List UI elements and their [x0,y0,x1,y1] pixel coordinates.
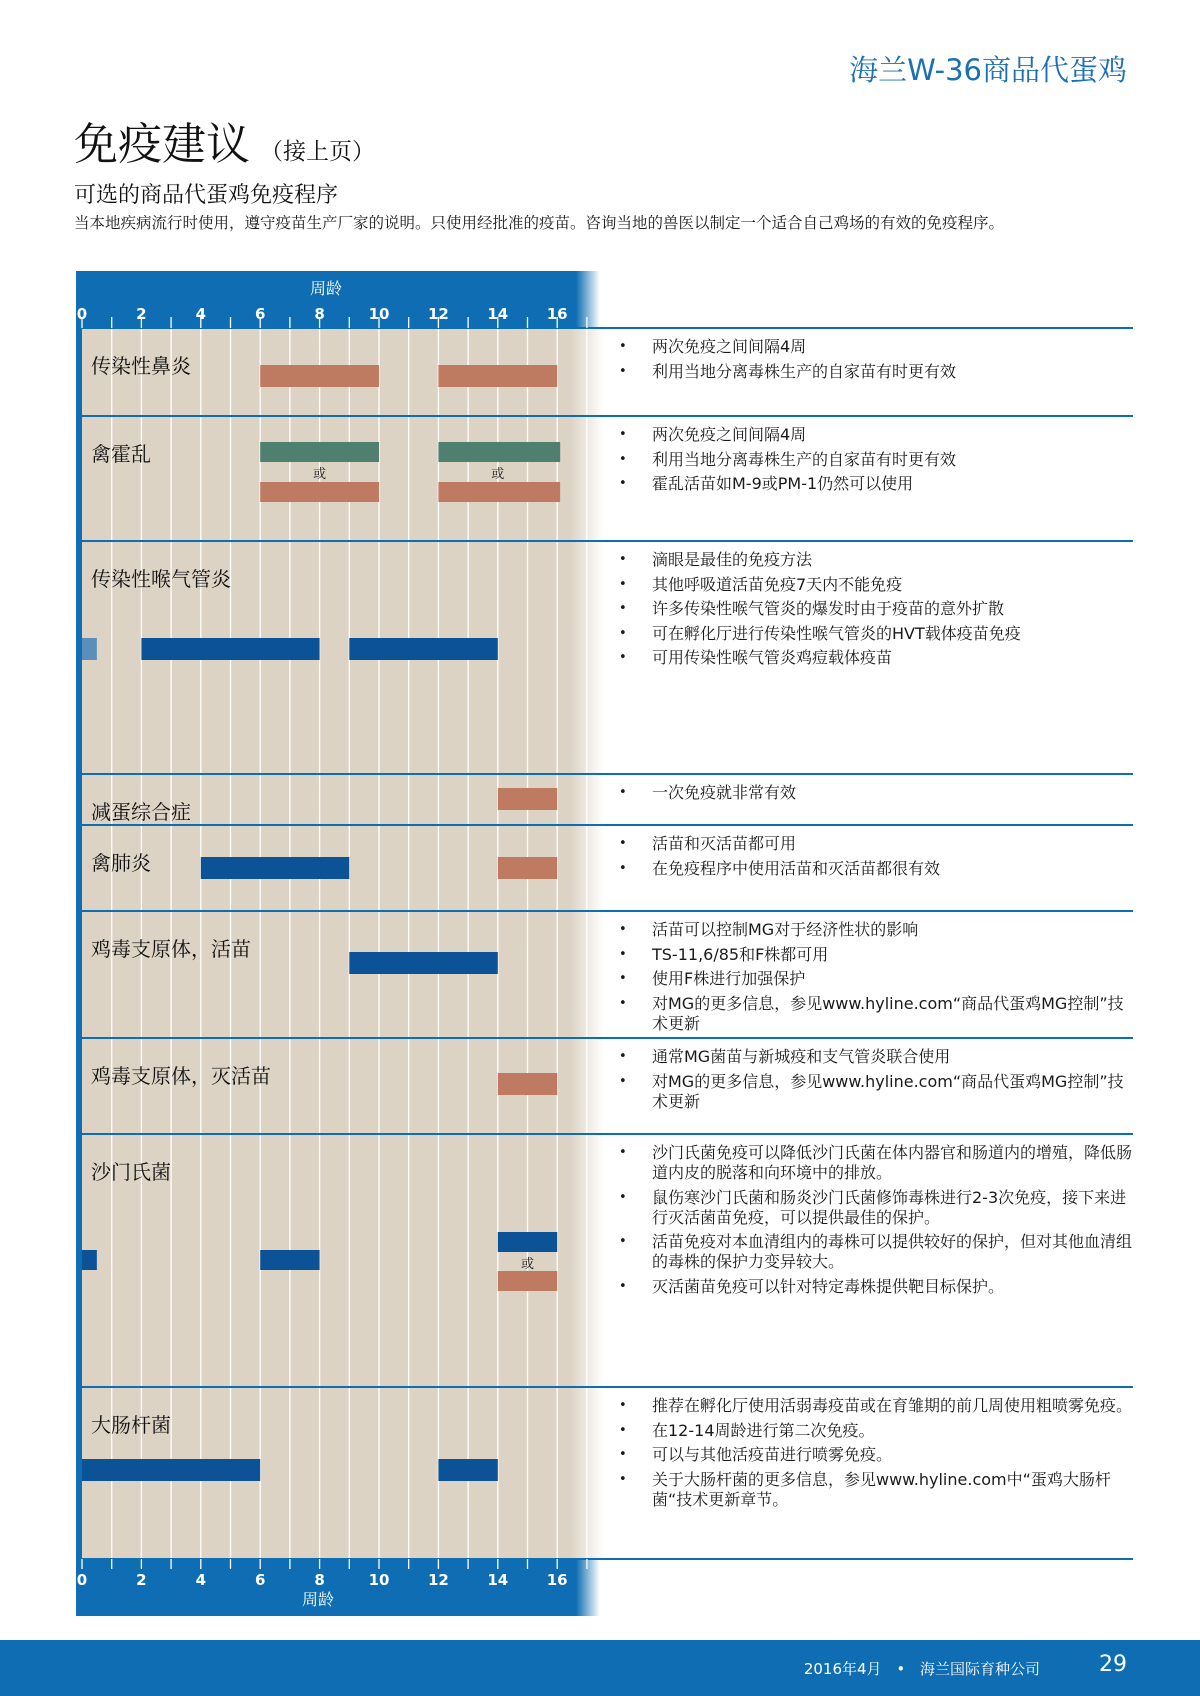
note-item: • 可以与其他活疫苗进行喷雾免疫。 [617,1445,1137,1465]
or-label: 或 [520,1257,535,1272]
row-notes [617,337,1137,386]
row-label: 禽霍乱 [91,442,151,466]
vaccine-bar [201,857,349,879]
vaccine-bar [82,638,97,660]
note-item: • 两次免疫之间间隔4周 [617,337,1137,357]
vaccine-bar [498,1073,557,1095]
vaccine-bar [438,1459,497,1481]
note-item: • 活苗和灭活苗都可用 [617,834,1137,854]
note-item: • 活苗可以控制MG对于经济性状的影响 [617,920,1137,940]
intro-text: 当本地疾病流行时使用，遵守疫苗生产厂家的说明。只使用经批准的疫苗。咨询当地的兽医以制定一个适合自己鸡场的有效的免疫程序。 [74,214,1005,232]
vaccine-bar [260,442,379,462]
bottom-axis-tick-label: 4 [195,1571,207,1589]
note-item: • 许多传染性喉气管炎的爆发时由于疫苗的意外扩散 [617,599,1137,619]
note-item: • 沙门氏菌免疫可以降低沙门氏菌在体内器官和肠道内的增殖，降低肠道内皮的脱落和向环境中的排放。 [617,1143,1137,1183]
top-axis-tick-label: 14 [487,305,509,323]
top-axis-tick-label: 16 [546,305,568,323]
brand-header: 海兰W-36商品代蛋鸡 [849,53,1127,87]
note-item: • 关于大肠杆菌的更多信息，参见www.hyline.com中“蛋鸡大肠杆菌“技术更新章节。 [617,1470,1137,1510]
bottom-axis-tick-label: 2 [136,1571,147,1589]
bottom-axis-tick-label: 12 [427,1571,449,1589]
note-item: • 对MG的更多信息，参见www.hyline.com“商品代蛋鸡MG控制”技术更新 [617,994,1137,1034]
note-item: • 其他呼吸道活苗免疫7天内不能免疫 [617,575,1137,595]
footer-company: 海兰国际育种公司 [919,1660,1040,1678]
bottom-axis-band-fade [576,1559,600,1616]
row-label: 传染性鼻炎 [91,354,191,378]
row-label: 鸡毒支原体，活苗 [91,937,251,961]
top-axis-tick-label: 10 [368,305,390,323]
bottom-axis-tick-label: 6 [254,1571,266,1589]
row-label: 鸡毒支原体，灭活苗 [91,1064,271,1088]
row-notes [617,550,1137,673]
top-axis-tick-label: 8 [314,305,325,323]
note-item: • 霍乱活苗如M-9或PM-1仍然可以使用 [617,474,1137,494]
note-item: • 两次免疫之间间隔4周 [617,425,1137,445]
section-subtitle: 可选的商品代蛋鸡免疫程序 [74,183,339,208]
top-axis-tick-label: 12 [427,305,449,323]
vaccine-bar [82,1250,97,1270]
chart-left-border [76,325,82,1560]
note-item: • 一次免疫就非常有效 [617,783,1137,803]
row-notes [617,1047,1137,1116]
bottom-axis-tick-label: 16 [546,1571,568,1589]
page-title-suffix: （接上页） [260,139,375,165]
top-axis-tick-label: 0 [76,305,88,323]
note-item: • 滴眼是最佳的免疫方法 [617,550,1137,570]
note-item: • 利用当地分离毒株生产的自家苗有时更有效 [617,362,1137,382]
vaccine-bar [260,365,379,387]
note-item: • 推荐在孵化厅使用活弱毒疫苗或在育雏期的前几周使用粗喷雾免疫。 [617,1396,1137,1416]
note-item: • 可用传染性喉气管炎鸡痘载体疫苗 [617,648,1137,668]
note-item: • 通常MG菌苗与新城疫和支气管炎联合使用 [617,1047,1137,1067]
bottom-axis-tick-label: 0 [76,1571,88,1589]
row-label: 减蛋综合症 [91,800,191,824]
page-number: 29 [1099,1652,1127,1677]
vaccine-bar [498,1271,557,1291]
note-item: • 活苗免疫对本血清组内的毒株可以提供较好的保护，但对其他血清组的毒株的保护力变异较大。 [617,1232,1137,1272]
footer-separator: • [896,1660,906,1678]
row-label: 大肠杆菌 [91,1413,171,1437]
note-item: • TS-11,6/85和F株都可用 [617,945,1137,965]
vaccine-bar [349,952,498,974]
top-axis-tick-label: 2 [136,305,147,323]
vaccine-bar [498,788,557,810]
vaccine-bar [349,638,498,660]
page-title-text: 免疫建议 [74,119,250,170]
row-notes [617,425,1137,499]
row-notes [617,834,1137,883]
or-label: 或 [313,467,327,482]
top-axis-band-fade [576,271,600,328]
vaccine-bar [438,365,557,387]
note-item: • 鼠伤寒沙门氏菌和肠炎沙门氏菌修饰毒株进行2-3次免疫，接下来进行灭活菌苗免疫，可以提供最佳的保护。 [617,1188,1137,1228]
vaccine-bar [438,482,560,502]
row-notes [617,920,1137,1038]
vaccine-bar [260,1250,319,1270]
footer-meta [804,1658,1040,1679]
page-footer [0,1640,1200,1696]
row-label: 禽肺炎 [91,851,151,875]
bottom-axis-tick-label: 10 [368,1571,390,1589]
vaccine-bar [141,638,319,660]
footer-date: 2016年4月 [803,1660,882,1678]
vaccine-bar [82,1459,260,1481]
vaccine-bar [260,482,379,502]
vaccine-bar [498,1232,557,1252]
note-item: • 对MG的更多信息，参见www.hyline.com“商品代蛋鸡MG控制”技术更新 [617,1072,1137,1112]
note-item: • 在12-14周龄进行第二次免疫。 [617,1421,1137,1441]
or-label: 或 [491,467,505,482]
bottom-axis-tick-label: 14 [487,1571,509,1589]
vaccine-bar [438,442,560,462]
row-notes [617,1143,1137,1301]
vaccine-bar [498,857,557,879]
row-label: 沙门氏菌 [91,1160,171,1184]
top-axis-tick-label: 4 [195,305,207,323]
row-label: 传染性喉气管炎 [91,567,231,591]
top-axis-title: 周龄 [309,279,343,298]
bottom-axis-title: 周龄 [301,1590,335,1609]
note-item: • 利用当地分离毒株生产的自家苗有时更有效 [617,450,1137,470]
note-item: • 可在孵化厅进行传染性喉气管炎的HVT载体疫苗免疫 [617,624,1137,644]
row-notes [617,1396,1137,1514]
bottom-axis-tick-label: 8 [314,1571,325,1589]
note-item: • 使用F株进行加强保护 [617,969,1137,989]
row-notes [617,783,1137,808]
note-item: • 在免疫程序中使用活苗和灭活苗都很有效 [617,859,1137,879]
note-item: • 灭活菌苗免疫可以针对特定毒株提供靶目标保护。 [617,1277,1137,1297]
top-axis-tick-label: 6 [254,305,266,323]
